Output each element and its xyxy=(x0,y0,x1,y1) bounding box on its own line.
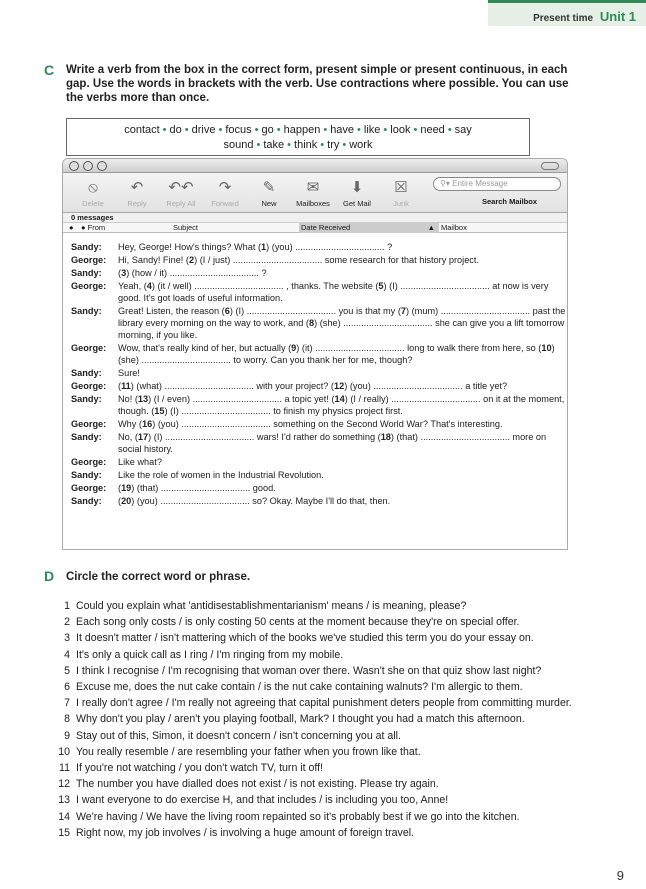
item-number: 2 xyxy=(64,616,70,629)
section-c-letter: C xyxy=(44,62,55,78)
item-number: 1 xyxy=(64,600,70,612)
exercise-item xyxy=(56,647,636,663)
exercise-item xyxy=(56,760,636,776)
box-word: contact xyxy=(124,124,160,136)
bullet-separator: • xyxy=(162,124,167,136)
exercise-item xyxy=(56,728,636,744)
speaker-name: George: xyxy=(71,419,107,429)
box-word: happen xyxy=(283,124,321,136)
exercise-item xyxy=(56,630,636,646)
dialogue-line xyxy=(71,280,567,304)
reply-icon: ↶ xyxy=(130,179,144,196)
compose-icon: ✎ xyxy=(262,179,276,196)
toolbar-label: Junk xyxy=(393,199,409,208)
column-subject[interactable]: Subject xyxy=(173,223,199,232)
item-number: 5 xyxy=(64,664,70,677)
dialogue-line xyxy=(71,456,567,468)
search-placeholder: Entire Message xyxy=(452,179,508,188)
word-box-line-2 xyxy=(67,138,529,153)
close-window-icon[interactable] xyxy=(69,161,79,171)
toolbar-label: Delete xyxy=(82,199,104,208)
speaker-text: Wow, that's really kind of her, but actually (9) (it) ................................... long to walk there from here, so (10) (she) ................................... to worry. Can you thank her for me, though? xyxy=(118,343,555,365)
mailboxes-icon: ✉ xyxy=(306,179,320,196)
header-label xyxy=(533,9,636,24)
item-number: 8 xyxy=(64,713,70,726)
page-number: 9 xyxy=(616,868,624,883)
item-text: Stay out of this, Simon, it doesn't concern / isn't concerning you at all. xyxy=(76,729,401,742)
toolbar-label: New xyxy=(261,199,277,208)
dialogue-line xyxy=(71,367,567,379)
bullet-separator: • xyxy=(342,139,347,151)
speaker-name: Sandy: xyxy=(71,306,102,316)
section-name: Present time xyxy=(533,13,594,24)
dialogue-line xyxy=(71,495,567,507)
item-text: If you're not watching / you don't watch TV, turn it off! xyxy=(76,762,324,775)
unit-name: Unit 1 xyxy=(599,9,636,24)
message-count: 0 messages xyxy=(63,213,567,223)
dialogue-line xyxy=(71,380,567,392)
item-number: 7 xyxy=(64,697,70,710)
get-mail-icon: ⬇ xyxy=(350,179,364,196)
exercise-item xyxy=(56,776,636,792)
bullet-separator: • xyxy=(218,124,223,136)
junk-icon: ☒ xyxy=(394,179,408,196)
speaker-name: Sandy: xyxy=(71,470,102,480)
word-box-line-1 xyxy=(67,123,529,138)
bullet-separator: • xyxy=(323,124,328,136)
zoom-window-icon[interactable] xyxy=(97,161,107,171)
flag-column-icon[interactable]: ● xyxy=(69,223,74,232)
search-input[interactable] xyxy=(433,177,561,191)
item-text: The number you have dialled does not exist / is not existing. Please try again. xyxy=(76,778,439,791)
item-text: I think I recognise / I'm recognising that woman over there. Wasn't she on that quiz show last night? xyxy=(76,664,542,677)
box-word: have xyxy=(330,124,355,136)
exercise-item xyxy=(56,744,636,760)
box-word: go xyxy=(261,124,274,136)
item-number: 10 xyxy=(58,745,70,758)
bullet-separator: • xyxy=(447,124,452,136)
mail-window xyxy=(62,158,568,550)
box-word: look xyxy=(390,124,411,136)
column-mailbox[interactable]: Mailbox xyxy=(441,223,467,232)
dialogue-line xyxy=(71,469,567,481)
box-word: take xyxy=(263,139,285,151)
column-from[interactable]: ● From xyxy=(81,223,106,232)
exercise-item xyxy=(56,792,636,808)
speaker-text: Sure! xyxy=(118,368,140,378)
speaker-name: Sandy: xyxy=(71,432,102,442)
box-word: work xyxy=(349,139,373,151)
bullet-separator: • xyxy=(256,139,261,151)
word-box xyxy=(66,118,530,156)
item-text: It doesn't matter / isn't mattering which of the books we've studied this term you do your essay on. xyxy=(76,632,534,645)
bullet-separator: • xyxy=(184,124,189,136)
speaker-text: Yeah, (4) (it / well) ................................... , thanks. The website (5) (I) ................................... at now is very good. It's got loads of useful information. xyxy=(118,281,549,303)
bullet-separator: • xyxy=(276,124,281,136)
exercise-items xyxy=(56,598,636,841)
item-number: 3 xyxy=(64,632,70,645)
toolbar-label: Forward xyxy=(211,199,239,208)
box-word: like xyxy=(363,124,381,136)
exercise-item xyxy=(56,614,636,630)
box-word: sound xyxy=(223,139,254,151)
section-d-letter: D xyxy=(44,568,55,584)
speaker-text: Like what? xyxy=(118,457,162,467)
bullet-separator: • xyxy=(357,124,361,136)
speaker-name: George: xyxy=(71,457,107,467)
item-number: 15 xyxy=(58,826,70,839)
item-number: 12 xyxy=(58,778,70,791)
speaker-name: Sandy: xyxy=(71,394,102,404)
section-d-instruction: Circle the correct word or phrase. xyxy=(66,571,251,583)
item-number: 13 xyxy=(58,794,70,807)
item-number: 14 xyxy=(58,810,70,823)
item-number: 6 xyxy=(64,681,70,694)
minimize-window-icon[interactable] xyxy=(83,161,93,171)
bullet-separator: • xyxy=(413,124,418,136)
reply-all-icon: ↶↶ xyxy=(168,179,194,196)
item-text: We're having / We have the living room repainted so it's probably best if we go into the kitchen. xyxy=(76,810,520,823)
bullet-separator: • xyxy=(287,139,292,151)
box-word: say xyxy=(454,124,472,136)
speaker-text: (20) (you) ................................... so? Okay. Maybe I'll do that, then. xyxy=(118,496,391,506)
search-mailbox-label: Search Mailbox xyxy=(481,197,537,206)
speaker-name: George: xyxy=(71,281,107,291)
item-text: I really don't agree / I'm really not agreeing that capital punishment deters people from committing murder. xyxy=(76,697,572,710)
toolbar-label: Get Mail xyxy=(343,199,371,208)
item-number: 11 xyxy=(59,762,70,775)
forward-icon: ↷ xyxy=(218,179,232,196)
speaker-text: Why (16) (you) ................................... something on the Second World War? That's interesting. xyxy=(118,419,503,429)
speaker-text: Like the role of women in the Industrial Revolution. xyxy=(118,470,324,480)
item-text: Excuse me, does the nut cake contain / is the nut cake containing walnuts? I'm allergic to them. xyxy=(76,681,523,694)
window-titlebar xyxy=(63,159,567,173)
item-number: 9 xyxy=(64,729,70,742)
dialogue-line xyxy=(71,482,567,494)
speaker-name: Sandy: xyxy=(71,496,102,506)
box-word: drive xyxy=(191,124,216,136)
toolbar-label: Reply All xyxy=(166,199,196,208)
toolbar-label: Reply xyxy=(127,199,147,208)
item-text: Right now, my job involves / is involving a huge amount of foreign travel. xyxy=(76,826,415,839)
speaker-text: (3) (how / it) ................................... ? xyxy=(118,268,267,278)
exercise-item xyxy=(56,695,636,711)
search-icon: ⚲▾ xyxy=(440,179,450,188)
exercise-item xyxy=(56,711,636,727)
exercise-item xyxy=(56,825,636,841)
box-word: do xyxy=(169,124,182,136)
speaker-name: Sandy: xyxy=(71,368,102,378)
exercise-item xyxy=(56,598,636,614)
speaker-name: George: xyxy=(71,381,107,391)
message-list-header xyxy=(63,223,567,233)
item-text: Could you explain what 'antidisestablishmentarianism' means / is meaning, please? xyxy=(76,600,467,612)
item-text: It's only a quick call as I ring / I'm ringing from my mobile. xyxy=(76,648,344,661)
speaker-text: (11) (what) ................................... with your project? (12) (you) ................................... a title yet? xyxy=(118,381,508,391)
dialogue-line xyxy=(71,431,567,455)
speaker-name: Sandy: xyxy=(71,268,102,278)
dialogue-line xyxy=(71,342,567,366)
dialogue-line xyxy=(71,393,567,417)
exercise-item xyxy=(56,809,636,825)
speaker-text: Hey, George! How's things? What (1) (you) ................................... ? xyxy=(118,242,393,252)
no-icon: ⦸ xyxy=(88,179,98,196)
box-word: focus xyxy=(225,124,252,136)
item-text: You really resemble / are resembling your father when you frown like that. xyxy=(76,745,421,758)
speaker-name: George: xyxy=(71,483,107,493)
column-date-received[interactable]: Date Received ▲ xyxy=(299,223,439,233)
box-word: need xyxy=(420,124,445,136)
bullet-separator: • xyxy=(383,124,388,136)
exercise-item xyxy=(56,663,636,679)
toolbar-label: Mailboxes xyxy=(296,199,330,208)
toolbar-toggle-icon[interactable] xyxy=(541,162,559,170)
dialogue-line xyxy=(71,254,567,266)
bullet-separator: • xyxy=(320,139,325,151)
dialogue-line xyxy=(71,305,567,341)
speaker-text: No! (13) (I / even) ................................... a topic yet! (14) (I / really) ................................... on it at the moment, though. (15) (I) ................................... to finish my physics project first. xyxy=(118,394,565,416)
speaker-text: Hi, Sandy! Fine! (2) (I / just) ................................... some research for that history project. xyxy=(118,255,480,265)
bullet-separator: • xyxy=(254,124,259,136)
toolbar-junk-button[interactable] xyxy=(375,177,427,208)
dialogue-line xyxy=(71,418,567,430)
section-c-instruction: Write a verb from the box in the correct form, present simple or present continuous, in each gap. Use the words in brackets with the verb. Use contractions where possible. You can use the verbs more than once. xyxy=(66,64,569,104)
exercise-item xyxy=(56,679,636,695)
unit-header xyxy=(488,0,646,26)
dialogue xyxy=(71,241,567,508)
speaker-name: George: xyxy=(71,343,107,353)
mail-toolbar xyxy=(63,173,567,213)
item-text: I want everyone to do exercise H, and that includes / is including you too, Anne! xyxy=(76,794,449,807)
speaker-name: George: xyxy=(71,255,107,265)
item-text: Why don't you play / aren't you playing football, Mark? I thought you had a match this afternoon. xyxy=(76,713,525,726)
box-word: think xyxy=(294,139,318,151)
box-word: try xyxy=(327,139,340,151)
speaker-text: (19) (that) ................................... good. xyxy=(118,483,276,493)
dialogue-line xyxy=(71,267,567,279)
dialogue-line xyxy=(71,241,567,253)
item-number: 4 xyxy=(64,648,70,661)
item-text: Each song only costs / is only costing 50 cents at the moment because they're on special offer. xyxy=(76,616,520,629)
speaker-name: Sandy: xyxy=(71,242,102,252)
speaker-text: No, (17) (I) ................................... wars! I'd rather do something (18) (that) ................................... more on social history. xyxy=(118,432,547,454)
speaker-text: Great! Listen, the reason (6) (I) ................................... you is that my (7) (mum) ................................... past the library every morning on the way to work, and (8) (she) ................................... she can give you a lift tomorrow morning, if you like. xyxy=(118,306,566,340)
